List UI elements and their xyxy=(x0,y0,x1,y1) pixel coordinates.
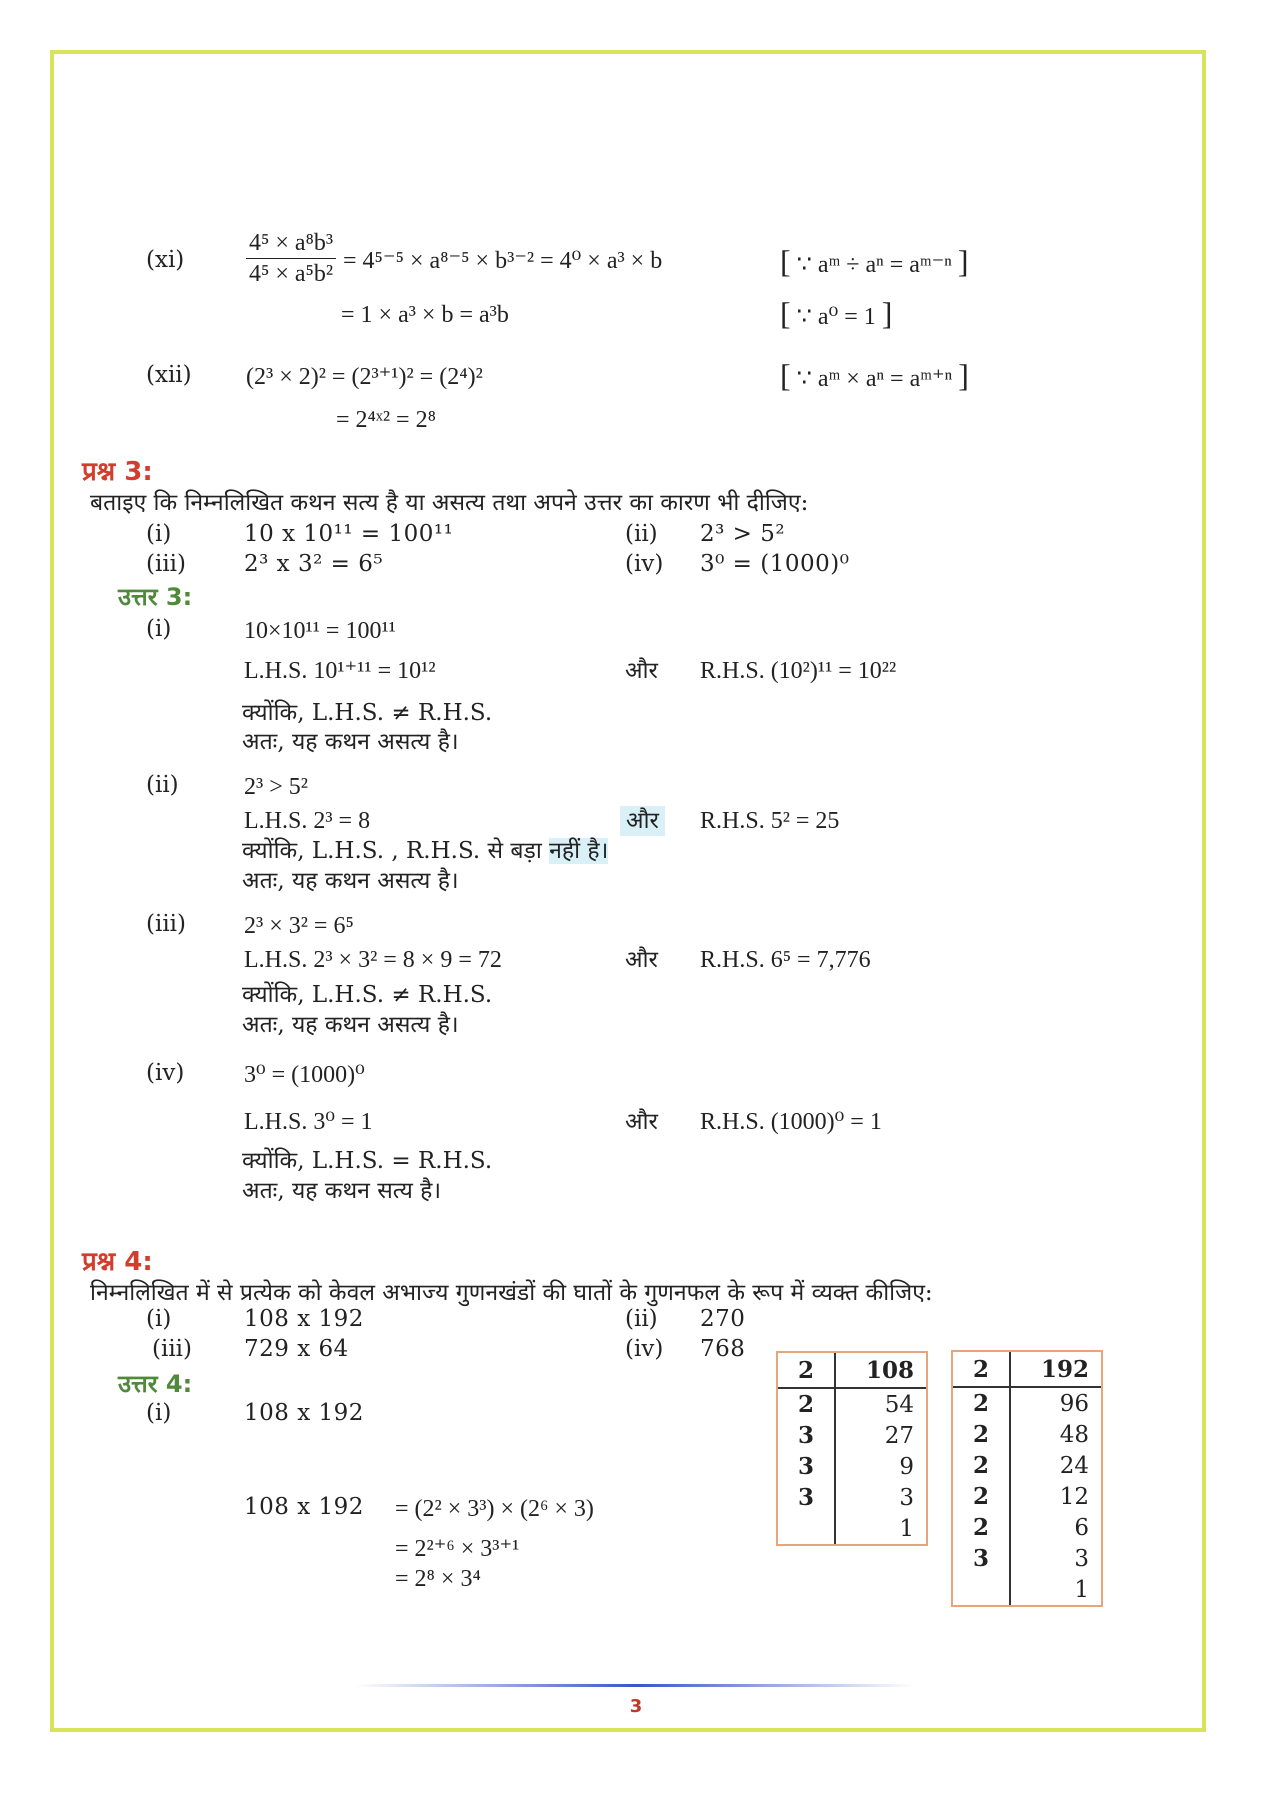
a3-part-lhs: L.H.S. 10¹⁺¹¹ = 10¹² xyxy=(244,658,436,684)
quotient-cell: 9 xyxy=(899,1453,914,1480)
part-xii-line1: (2³ × 2)² = (2³⁺¹)² = (2⁴)² xyxy=(246,364,483,390)
divisor-cell: 2 xyxy=(953,1481,1011,1512)
fraction-numerator: 4⁵ × a⁸b³ xyxy=(246,228,336,259)
division-table-192 xyxy=(951,1350,1103,1607)
a3-part-because: क्योंकि, L.H.S. ≠ R.H.S. xyxy=(242,982,493,1008)
q3-item-label: (i) xyxy=(146,521,172,547)
table-row xyxy=(953,1512,1101,1543)
divisor-cell: 3 xyxy=(778,1420,836,1451)
reason-2: [ ∵ a⁰ = 1 ] xyxy=(780,295,893,331)
table-row xyxy=(953,1481,1101,1512)
a3-part-conclusion: अतः, यह कथन असत्य है। xyxy=(242,1012,459,1038)
divisor-cell: 3 xyxy=(778,1451,836,1482)
a3-part-rhs: R.H.S. 5² = 25 xyxy=(700,808,840,834)
divisor-cell: 2 xyxy=(953,1419,1011,1450)
part-xi-fraction xyxy=(246,228,336,289)
a4-calc-step-1: = (2² × 3³) × (2⁶ × 3) xyxy=(395,1496,594,1522)
q4-item-text: 768 xyxy=(700,1336,746,1362)
q4-item-text: 108 x 192 xyxy=(244,1306,364,1332)
quotient-cell: 24 xyxy=(1059,1452,1089,1479)
table-row xyxy=(953,1574,1101,1605)
a4-calc-step-2: = 2²⁺⁶ × 3³⁺¹ xyxy=(395,1536,520,1562)
quotient-cell: 1 xyxy=(899,1515,914,1542)
q3-item-text: 3⁰ = (1000)⁰ xyxy=(700,551,850,577)
a3-part-because xyxy=(242,836,608,866)
a3-part-and: और xyxy=(625,658,658,684)
q3-item-label: (iv) xyxy=(625,551,664,577)
q4-item-text: 729 x 64 xyxy=(244,1336,349,1362)
a3-part-label: (ii) xyxy=(146,772,179,798)
a3-part-rhs: R.H.S. (10²)¹¹ = 10²² xyxy=(700,658,897,684)
reason-1-text: ∵ aᵐ ÷ aⁿ = aᵐ⁻ⁿ xyxy=(796,252,952,278)
table-row xyxy=(953,1388,1101,1419)
table-row xyxy=(778,1389,926,1420)
a3-part-and: और xyxy=(625,1109,658,1135)
because-text: क्योंकि, L.H.S. , R.H.S. से बड़ा xyxy=(242,838,550,864)
a3-part-conclusion: अतः, यह कथन असत्य है। xyxy=(242,729,459,755)
table-row xyxy=(778,1420,926,1451)
table-row xyxy=(953,1543,1101,1574)
a3-part-because: क्योंकि, L.H.S. = R.H.S. xyxy=(242,1148,493,1174)
quotient-cell: 48 xyxy=(1059,1421,1089,1448)
a3-part-equation: 3⁰ = (1000)⁰ xyxy=(244,1062,365,1088)
part-xi-line2: = 1 × a³ × b = a³b xyxy=(341,302,509,328)
quotient-cell: 12 xyxy=(1059,1483,1089,1510)
part-xii-line2: = 2⁴ˣ² = 2⁸ xyxy=(336,407,436,433)
a4-part-label: (i) xyxy=(146,1400,172,1426)
part-xi-label: (xi) xyxy=(146,247,185,273)
a3-part-because: क्योंकि, L.H.S. ≠ R.H.S. xyxy=(242,700,493,726)
divisor-cell xyxy=(778,1513,836,1544)
question-4-heading: प्रश्न 4: xyxy=(82,1247,153,1277)
page-number: 3 xyxy=(629,1696,643,1717)
divisor-cell: 3 xyxy=(953,1543,1011,1574)
reason-2-text: ∵ a⁰ = 1 xyxy=(796,304,876,330)
table-row xyxy=(778,1482,926,1513)
a3-part-and: और xyxy=(625,947,658,973)
reason-3-text: ∵ aᵐ × aⁿ = aᵐ⁺ⁿ xyxy=(796,366,953,392)
q4-item-text: 270 xyxy=(700,1306,746,1332)
quotient-cell: 3 xyxy=(1074,1545,1089,1572)
dividend-cell: 108 xyxy=(865,1356,914,1384)
a3-part-lhs: L.H.S. 2³ × 3² = 8 × 9 = 72 xyxy=(244,947,502,973)
q4-item-label: (iii) xyxy=(152,1336,193,1362)
quotient-cell: 54 xyxy=(884,1391,914,1418)
dividend-cell: 192 xyxy=(1040,1355,1089,1383)
divisor-cell xyxy=(953,1574,1011,1605)
a3-part-label: (iii) xyxy=(146,911,187,937)
answer-3-heading: उत्तर 3: xyxy=(118,583,193,611)
a3-part-lhs: L.H.S. 2³ = 8 xyxy=(244,808,371,834)
a3-part-conclusion: अतः, यह कथन असत्य है। xyxy=(242,868,459,894)
answer-4-heading: उत्तर 4: xyxy=(118,1370,193,1398)
q3-item-label: (iii) xyxy=(146,551,187,577)
divisor-cell: 2 xyxy=(953,1512,1011,1543)
q3-item-label: (ii) xyxy=(625,521,658,547)
q4-item-label: (ii) xyxy=(625,1306,658,1332)
a3-part-conclusion: अतः, यह कथन सत्य है। xyxy=(242,1178,442,1204)
table-row xyxy=(953,1419,1101,1450)
a3-part-lhs: L.H.S. 3⁰ = 1 xyxy=(244,1109,373,1135)
reason-1: [ ∵ aᵐ ÷ aⁿ = aᵐ⁻ⁿ ] xyxy=(780,243,969,279)
a3-part-rhs: R.H.S. 6⁵ = 7,776 xyxy=(700,947,871,973)
quotient-cell: 1 xyxy=(1074,1576,1089,1603)
division-table-108 xyxy=(776,1351,928,1546)
divisor-cell: 2 xyxy=(953,1450,1011,1481)
quotient-cell: 96 xyxy=(1059,1390,1089,1417)
part-xii-label: (xii) xyxy=(146,362,192,388)
a3-part-label: (i) xyxy=(146,616,172,642)
q3-item-text: 2³ x 3² = 6⁵ xyxy=(244,551,384,577)
quotient-cell: 3 xyxy=(899,1484,914,1511)
a4-part-text: 108 x 192 xyxy=(244,1400,364,1426)
a3-part-equation: 2³ > 5² xyxy=(244,774,308,800)
a4-calc-lhs: 108 x 192 xyxy=(244,1494,364,1520)
q3-item-text: 10 x 10¹¹ = 100¹¹ xyxy=(244,521,454,547)
divisor-cell: 2 xyxy=(953,1388,1011,1419)
divisor-cell: 2 xyxy=(778,1353,836,1387)
table-row xyxy=(778,1513,926,1544)
table-row xyxy=(778,1451,926,1482)
table-header xyxy=(953,1352,1101,1388)
table-header xyxy=(778,1353,926,1389)
quotient-cell: 6 xyxy=(1074,1514,1089,1541)
a4-calc-step-3: = 2⁸ × 3⁴ xyxy=(395,1566,481,1592)
question-4-statement: निम्नलिखित में से प्रत्येक को केवल अभाज्य गुणनखंडों की घातों के गुणनफल के रूप में व्यक्त कीजिए: xyxy=(90,1280,933,1306)
a3-part-equation: 2³ × 3² = 6⁵ xyxy=(244,913,354,939)
footer-rule xyxy=(355,1684,915,1687)
q4-item-label: (i) xyxy=(146,1306,172,1332)
question-3-heading: प्रश्न 3: xyxy=(82,457,153,487)
divisor-cell: 2 xyxy=(953,1352,1011,1386)
quotient-cell: 27 xyxy=(884,1422,914,1449)
fraction-denominator: 4⁵ × a⁵b² xyxy=(249,261,334,287)
divisor-cell: 2 xyxy=(778,1389,836,1420)
question-3-statement: बताइए कि निम्नलिखित कथन सत्य है या असत्य तथा अपने उत्तर का कारण भी दीजिए: xyxy=(90,490,809,516)
a3-part-label: (iv) xyxy=(146,1060,185,1086)
reason-3: [ ∵ aᵐ × aⁿ = aᵐ⁺ⁿ ] xyxy=(780,357,969,393)
a3-part-and: और xyxy=(620,806,665,836)
divisor-cell: 3 xyxy=(778,1482,836,1513)
a3-part-rhs: R.H.S. (1000)⁰ = 1 xyxy=(700,1109,882,1135)
highlighted-text: नहीं है। xyxy=(549,838,609,864)
table-row xyxy=(953,1450,1101,1481)
q3-item-text: 2³ > 5² xyxy=(700,521,786,547)
q4-item-label: (iv) xyxy=(625,1336,664,1362)
a3-part-equation: 10×10¹¹ = 100¹¹ xyxy=(244,618,396,644)
part-xi-line1: = 4⁵⁻⁵ × a⁸⁻⁵ × b³⁻² = 4⁰ × a³ × b xyxy=(343,248,663,274)
